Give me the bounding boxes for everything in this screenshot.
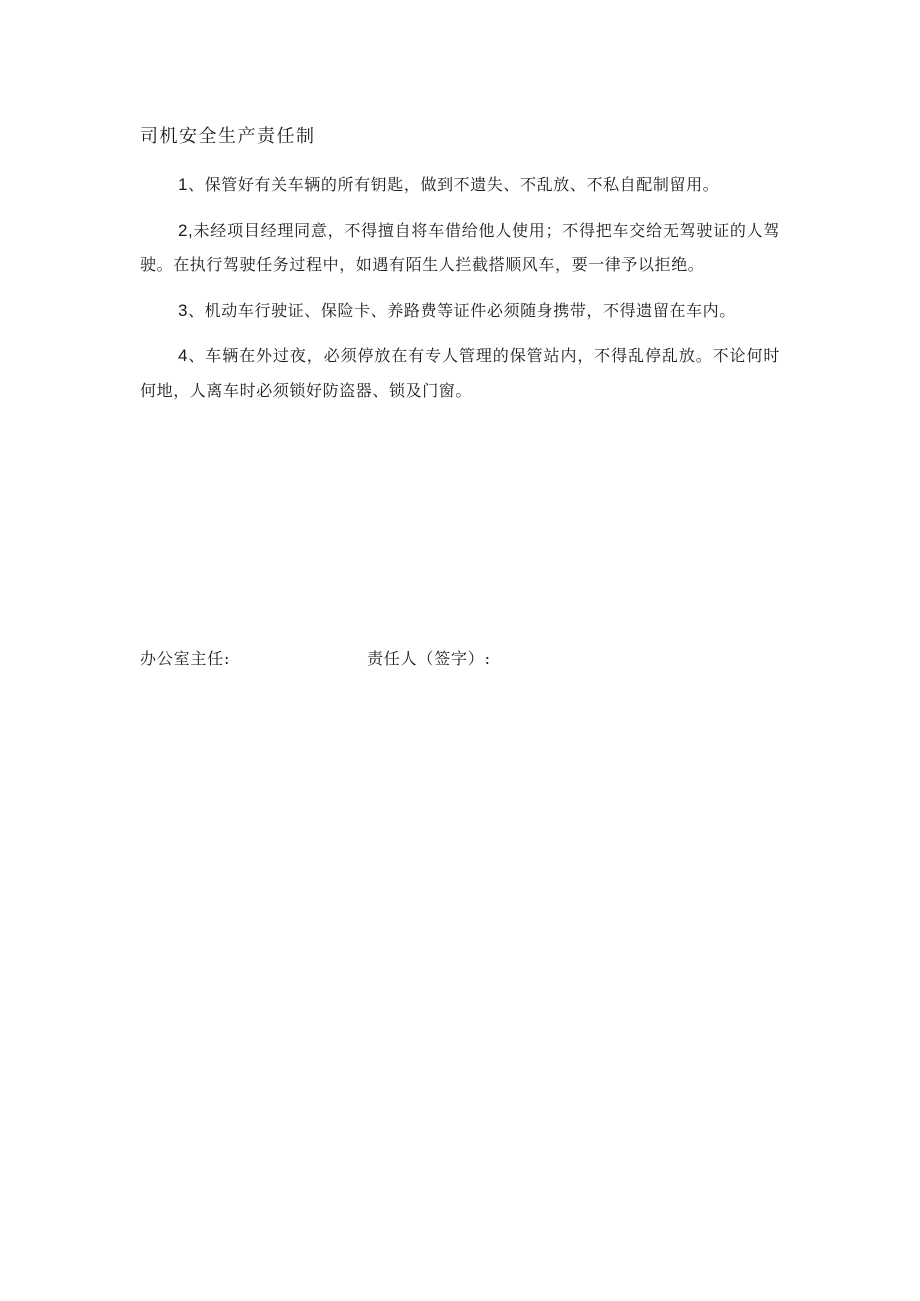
clause-number: 2, [178, 220, 194, 240]
clause-1 [140, 168, 780, 203]
clause-3 [140, 294, 780, 329]
clause-text: 、车辆在外过夜，必须停放在有专人管理的保管站内，不得乱停乱放。不论何时何地，人离车时必须锁好防盗器、锁及门窗。 [140, 346, 780, 400]
clause-2 [140, 214, 780, 283]
clause-number: 4 [178, 346, 189, 365]
document-body [140, 168, 780, 419]
clause-text: 、机动车行驶证、保险卡、养路费等证件必须随身携带，不得遗留在车内。 [188, 300, 736, 320]
clause-text: 、保管好有关车辆的所有钥匙，做到不遗失、不乱放、不私自配制留用。 [188, 175, 720, 194]
signature-row [140, 646, 780, 672]
office-director-label: 办公室主任: [140, 649, 231, 668]
clause-4 [140, 339, 780, 408]
clause-text: 未经项目经理同意，不得擅自将车借给他人使用；不得把车交给无驾驶证的人驾驶。在执行驾驶任务过程中，如遇有陌生人拦截搭顺风车，要一律予以拒绝。 [140, 220, 780, 274]
clause-number: 1 [178, 175, 189, 194]
clause-number: 3 [178, 300, 189, 320]
responsible-person-label: 责任人（签字）: [367, 649, 491, 668]
document-title: 司机安全生产责任制 [140, 126, 316, 147]
